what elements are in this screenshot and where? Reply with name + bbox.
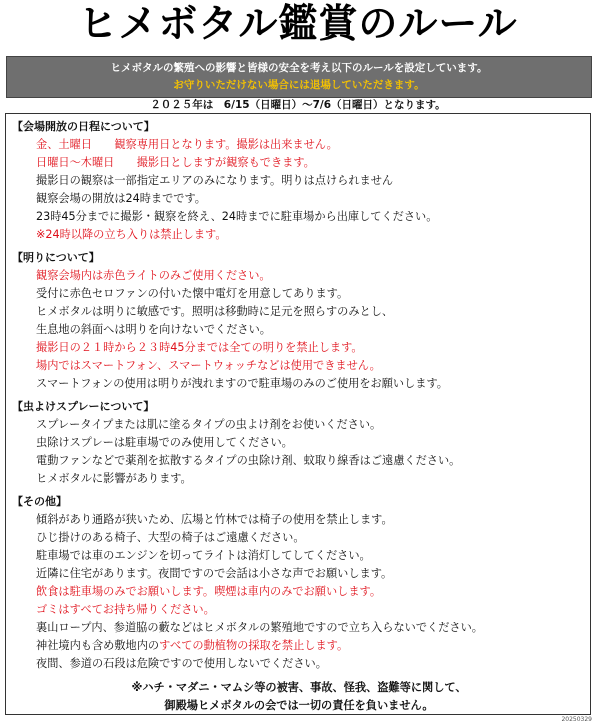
rule-line: 場内ではスマートフォン、スマートウォッチなどは使用できません。 [36,359,381,372]
notice-banner [6,56,592,98]
disclaimer-line-1: ※ハチ・マダニ・マムシ等の被害、事故、怪我、盗難等に関して、 [131,681,467,694]
season-dates: ２０２５年は 6/15（日曜日）～7/6（日曜日）となります。 [150,99,446,111]
rule-line: 受付に赤色セロファンの付いた懐中電灯を用意してあります。 [36,287,349,300]
rule-line [36,638,348,653]
rule-line: 23時45分までに撮影・観察を終え、24時までに駐車場から出庫してください。 [36,210,438,223]
rule-line: 駐車場では車のエンジンを切ってライトは消灯してしてください。 [36,549,371,562]
rule-line: 撮影日の観察は一部指定エリアのみになります。明りは点けられません [36,174,394,187]
section-heading-lights: 【明りについて】 [12,251,100,264]
rule-line: ひじ掛けのある椅子、大型の椅子はご遠慮ください。 [36,531,305,544]
rule-text: 神社境内も含め敷地内の [36,639,160,652]
rule-line: 電動ファンなどで薬剤を拡散するタイプの虫除け剤、蚊取り線香はご遠慮ください。 [36,454,461,467]
rule-line: 夜間、参道の石段は危険ですので使用しないでください。 [36,657,327,670]
rule-line: 観察会場の開放は24時までです。 [36,192,206,205]
page-title: ヒメボタル鑑賞のルール [78,2,518,47]
rule-line: スマートフォンの使用は明りが洩れますので駐車場のみのご使用をお願いします。 [36,377,448,390]
rule-line: ヒメボタルは明りに敏感です。照明は移動時に足元を照らすのみとし、 [36,305,394,318]
rule-line: 観察会場内は赤色ライトのみご使用ください。 [36,269,271,282]
banner-line-2: お守りいただけない場合には退場していただきます。 [173,79,425,91]
rule-text-emphasis: すべての動植物の採取を禁止します。 [159,639,349,652]
rule-line: 近隣に住宅があります。夜間ですので会話は小さな声でお願いします。 [36,567,393,580]
disclaimer-line-2: 御殿場ヒメボタルの会では一切の責任を負いません。 [164,699,434,712]
rule-line: 撮影日の２１時から２３時45分までは全ての明りを禁止します。 [36,341,363,354]
rule-line: 虫除けスプレーは駐車場でのみ使用してください。 [36,436,293,449]
section-heading-other: 【その他】 [12,495,67,508]
rule-line: 裏山ロープ内、参道脇の藪などはヒメボタルの繁殖地ですので立ち入らないでください。 [36,621,483,634]
date-stamp: 20250329 [561,716,592,723]
banner-line-1: ヒメボタルの繁殖への影響と皆様の安全を考え以下のルールを設定しています。 [110,62,488,74]
rule-line: 日曜日～木曜日 撮影日としますが観察もできます。 [36,156,315,169]
rule-line: 生息地の斜面へは明りを向けないでください。 [36,323,271,336]
rule-line: ヒメボタルに影響があります。 [36,472,192,485]
rule-line: 金、土曜日 観察専用日となります。撮影は出来ません。 [36,138,338,151]
rule-line: 飲食は駐車場のみでお願いします。喫煙は車内のみでお願いします。 [36,585,382,598]
rule-line: ※24時以降の立ち入りは禁止します。 [36,228,227,241]
rule-line: 傾斜があり通路が狭いため、広場と竹林では椅子の使用を禁止します。 [36,513,393,526]
section-heading-insect-spray: 【虫よけスプレーについて】 [12,400,155,413]
rule-line: スプレータイプまたは肌に塗るタイプの虫よけ剤をお使いください。 [36,418,382,431]
section-heading-schedule: 【会場開放の日程について】 [12,120,155,133]
rule-line: ゴミはすべてお持ち帰りください。 [36,603,215,616]
rules-box [5,113,591,715]
